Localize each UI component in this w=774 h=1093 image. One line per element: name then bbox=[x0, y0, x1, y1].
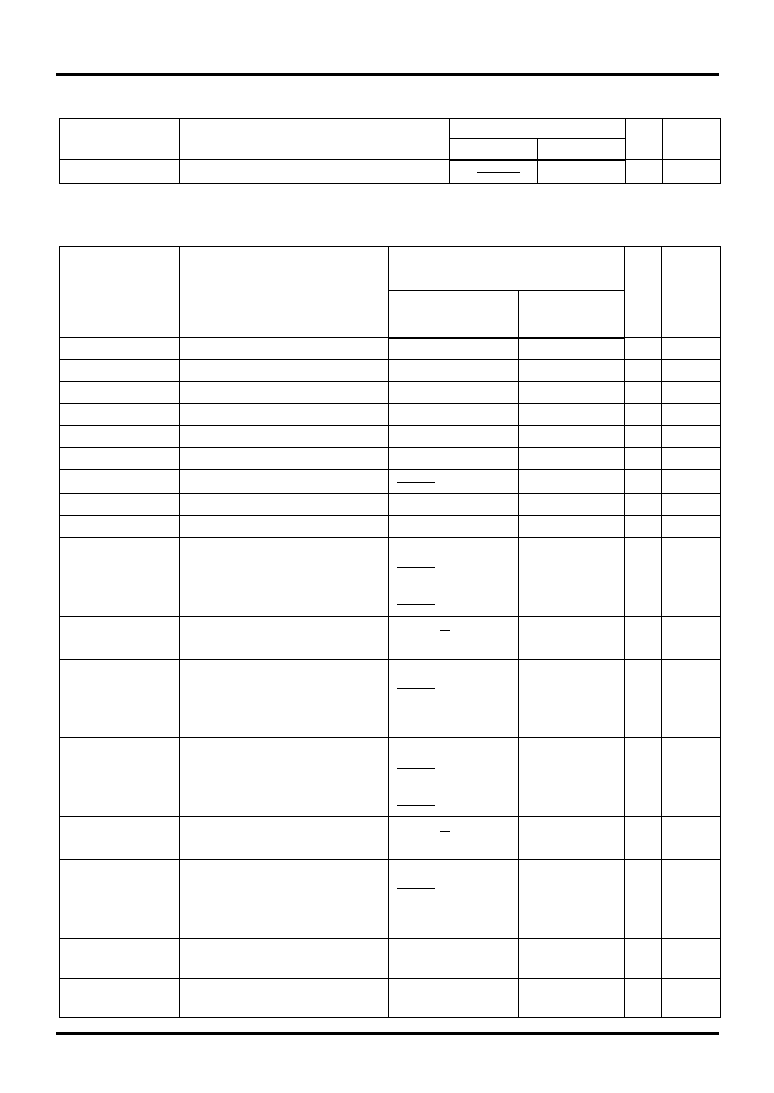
table-cell bbox=[180, 939, 389, 979]
table-1-header-cell bbox=[180, 119, 450, 160]
table-cell bbox=[60, 738, 180, 817]
table-row bbox=[60, 160, 721, 184]
table-cell bbox=[519, 494, 625, 516]
table-cell bbox=[180, 448, 389, 470]
table-cell bbox=[519, 360, 625, 382]
table-cell bbox=[625, 448, 662, 470]
table-cell bbox=[625, 338, 662, 360]
table-cell bbox=[519, 338, 625, 360]
table-cell bbox=[519, 404, 625, 426]
table-cell bbox=[389, 426, 519, 448]
table-1-header-row bbox=[60, 119, 721, 139]
top-rule bbox=[56, 73, 719, 76]
table-cell bbox=[538, 160, 626, 184]
table-cell bbox=[662, 382, 721, 404]
table-cell bbox=[662, 860, 721, 939]
table-cell bbox=[180, 426, 389, 448]
table-cell bbox=[60, 160, 180, 184]
table-cell bbox=[180, 617, 389, 660]
table-cell bbox=[662, 738, 721, 817]
table-cell bbox=[180, 660, 389, 738]
table-cell bbox=[625, 382, 662, 404]
table-row bbox=[60, 360, 721, 382]
table-2-header-cell bbox=[625, 247, 662, 338]
table-cell bbox=[60, 617, 180, 660]
table-row bbox=[60, 538, 721, 617]
table-cell bbox=[626, 160, 663, 184]
overbar-mark bbox=[440, 831, 450, 832]
overbar-mark bbox=[397, 604, 435, 605]
table-cell bbox=[180, 160, 450, 184]
table-row bbox=[60, 470, 721, 494]
table-cell bbox=[60, 939, 180, 979]
table-cell bbox=[662, 338, 721, 360]
table-cell bbox=[389, 516, 519, 538]
table-cell bbox=[60, 516, 180, 538]
table-cell bbox=[180, 860, 389, 939]
table-2-header-cell bbox=[389, 291, 519, 338]
table-2 bbox=[59, 246, 721, 1018]
table-cell bbox=[389, 448, 519, 470]
table-cell bbox=[389, 494, 519, 516]
table-row bbox=[60, 494, 721, 516]
table-cell bbox=[60, 360, 180, 382]
table-row bbox=[60, 516, 721, 538]
table-cell bbox=[180, 404, 389, 426]
table-cell bbox=[60, 426, 180, 448]
table-cell bbox=[60, 404, 180, 426]
table-cell bbox=[662, 448, 721, 470]
table-cell bbox=[180, 538, 389, 617]
table-cell bbox=[519, 817, 625, 860]
table-1-header-cell bbox=[450, 119, 626, 139]
table-cell bbox=[625, 360, 662, 382]
table-cell bbox=[389, 360, 519, 382]
table-cell bbox=[60, 448, 180, 470]
table-cell bbox=[389, 817, 519, 860]
table-cell bbox=[662, 538, 721, 617]
table-cell bbox=[625, 817, 662, 860]
table-2-header-cell bbox=[60, 247, 180, 338]
overbar-mark bbox=[397, 888, 435, 889]
table-cell bbox=[60, 660, 180, 738]
table-2-header-cell bbox=[180, 247, 389, 338]
table-cell bbox=[60, 979, 180, 1018]
table-cell bbox=[389, 382, 519, 404]
table-cell bbox=[625, 516, 662, 538]
table-row bbox=[60, 939, 721, 979]
table-cell bbox=[519, 660, 625, 738]
table-cell bbox=[519, 860, 625, 939]
table-cell bbox=[60, 817, 180, 860]
table-cell bbox=[662, 817, 721, 860]
table-row bbox=[60, 448, 721, 470]
table-row bbox=[60, 382, 721, 404]
table-cell bbox=[625, 979, 662, 1018]
table-row bbox=[60, 404, 721, 426]
table-row bbox=[60, 817, 721, 860]
table-1 bbox=[59, 118, 721, 184]
bottom-rule bbox=[56, 1032, 719, 1035]
table-cell bbox=[662, 470, 721, 494]
table-cell bbox=[625, 494, 662, 516]
table-1-header-cell bbox=[450, 139, 538, 160]
table-2-header-cell bbox=[662, 247, 721, 338]
table-cell bbox=[625, 660, 662, 738]
table-cell bbox=[180, 817, 389, 860]
table-cell bbox=[60, 338, 180, 360]
table-cell bbox=[60, 382, 180, 404]
table-cell bbox=[625, 939, 662, 979]
table-cell bbox=[625, 404, 662, 426]
table-1-header-cell bbox=[626, 119, 663, 160]
overbar-mark bbox=[397, 768, 435, 769]
table-cell bbox=[389, 404, 519, 426]
table-cell bbox=[625, 426, 662, 448]
table-row bbox=[60, 860, 721, 939]
table-1-header-cell bbox=[663, 119, 721, 160]
table-cell bbox=[60, 470, 180, 494]
table-cell bbox=[625, 860, 662, 939]
table-cell bbox=[180, 470, 389, 494]
table-cell bbox=[662, 660, 721, 738]
table-cell bbox=[180, 338, 389, 360]
table-cell bbox=[662, 426, 721, 448]
table-cell bbox=[180, 360, 389, 382]
overbar-mark bbox=[397, 567, 435, 568]
table-cell bbox=[625, 617, 662, 660]
table-cell bbox=[60, 494, 180, 516]
table-cell bbox=[662, 617, 721, 660]
table-row bbox=[60, 617, 721, 660]
table-cell bbox=[662, 404, 721, 426]
table-1-header-cell bbox=[60, 119, 180, 160]
table-cell bbox=[519, 426, 625, 448]
table-cell bbox=[389, 860, 519, 939]
table-cell bbox=[625, 538, 662, 617]
table-cell bbox=[180, 494, 389, 516]
overbar-mark bbox=[397, 482, 435, 483]
overbar-mark bbox=[397, 688, 435, 689]
overbar-mark bbox=[397, 805, 435, 806]
table-cell bbox=[519, 538, 625, 617]
table-cell bbox=[389, 660, 519, 738]
table-cell bbox=[662, 516, 721, 538]
table-cell bbox=[180, 979, 389, 1018]
table-cell bbox=[180, 738, 389, 817]
table-cell bbox=[389, 617, 519, 660]
table-1-header-cell bbox=[538, 139, 626, 160]
table-2-header-cell bbox=[389, 247, 625, 291]
table-cell bbox=[180, 516, 389, 538]
table-cell bbox=[625, 738, 662, 817]
table-2-header-row bbox=[60, 247, 721, 291]
table-cell bbox=[60, 860, 180, 939]
table-row bbox=[60, 979, 721, 1018]
table-cell bbox=[662, 494, 721, 516]
table-cell bbox=[662, 360, 721, 382]
table-cell bbox=[389, 939, 519, 979]
table-cell bbox=[519, 382, 625, 404]
table-2-header-cell bbox=[519, 291, 625, 338]
table-cell bbox=[519, 448, 625, 470]
table-cell bbox=[663, 160, 721, 184]
table-cell bbox=[519, 516, 625, 538]
overbar-mark bbox=[477, 172, 520, 173]
table-row bbox=[60, 426, 721, 448]
table-cell bbox=[662, 939, 721, 979]
table-cell bbox=[519, 738, 625, 817]
table-cell bbox=[625, 470, 662, 494]
table-cell bbox=[60, 538, 180, 617]
table-row bbox=[60, 738, 721, 817]
table-cell bbox=[519, 470, 625, 494]
table-cell bbox=[180, 382, 389, 404]
table-cell bbox=[519, 617, 625, 660]
table-cell bbox=[519, 939, 625, 979]
table-cell bbox=[662, 979, 721, 1018]
table-cell bbox=[519, 979, 625, 1018]
table-cell bbox=[389, 338, 519, 360]
overbar-mark bbox=[440, 630, 450, 631]
table-cell bbox=[389, 979, 519, 1018]
table-row bbox=[60, 660, 721, 738]
table-row bbox=[60, 338, 721, 360]
